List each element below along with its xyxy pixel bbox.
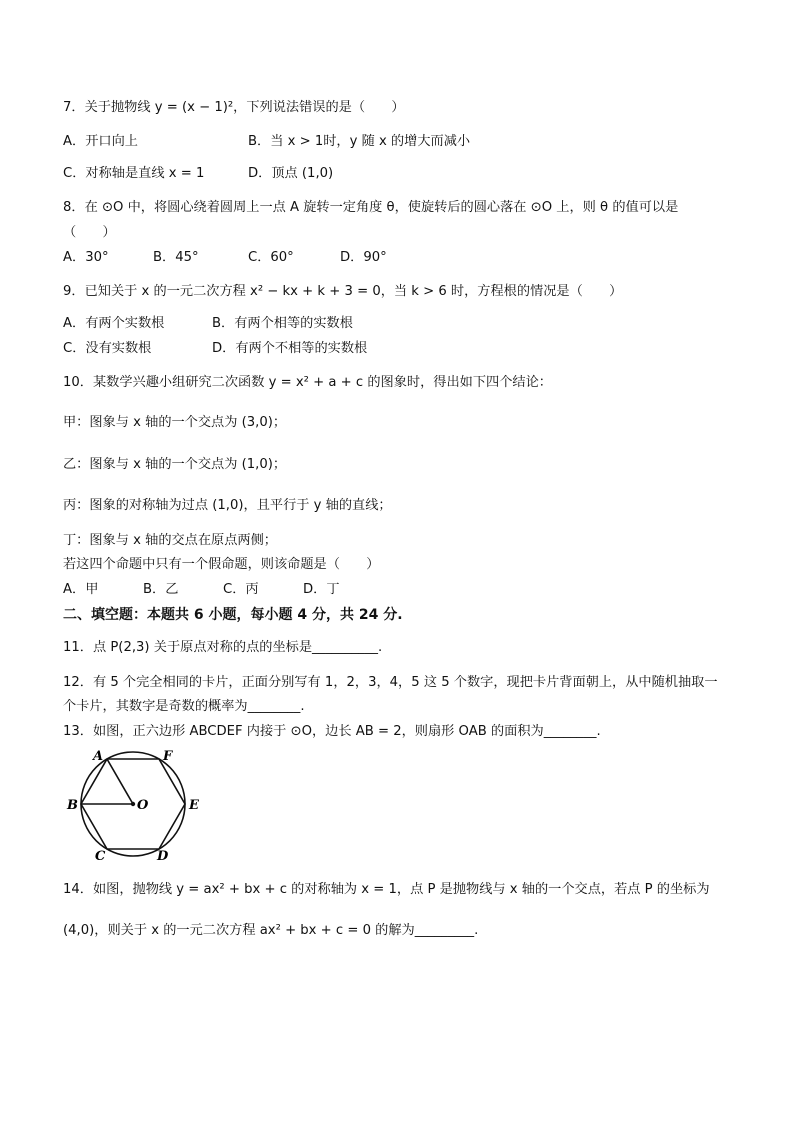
q10-statement-jia: 甲：图象与 x 轴的一个交点为 (3,0)； [63, 415, 287, 430]
q8-stem-continued: （ ） [63, 225, 116, 240]
q8-option-a: A．30° [63, 250, 109, 265]
q10-option-a: A．甲 [63, 582, 99, 597]
label-b: B [67, 798, 78, 813]
q8-option-c: C．60° [248, 250, 294, 265]
point-o [131, 802, 135, 806]
q14-line1: 14．如图，抛物线 y = ax² + bx + c 的对称轴为 x = 1，点 P 是抛物线与 x 轴的一个交点，若点 P 的坐标为 [63, 882, 710, 897]
q7-option-b: B．当 x > 1时，y 随 x 的增大而减小 [248, 134, 471, 149]
segment-oa [107, 759, 133, 804]
q9-stem: 9．已知关于 x 的一元二次方程 x² − kx + k + 3 = 0，当 k > 6 时，方程根的情况是（ ） [63, 284, 623, 299]
q12-line2: 个卡片，其数字是奇数的概率为________. [63, 699, 305, 714]
q7-option-a: A．开口向上 [63, 134, 138, 149]
hexagon-circle-figure [63, 746, 213, 868]
q9-option-c: C．没有实数根 [63, 341, 152, 356]
q10-statement-yi: 乙：图象与 x 轴的一个交点为 (1,0)； [63, 457, 287, 472]
q10-stem: 10．某数学兴趣小组研究二次函数 y = x² + a + c 的图象时，得出如下四个结论： [63, 375, 552, 390]
q10-ask: 若这四个命题中只有一个假命题，则该命题是（ ） [63, 557, 380, 572]
label-o: O [137, 798, 149, 813]
q13-stem: 13．如图，正六边形 ABCDEF 内接于 ⊙O，边长 AB = 2，则扇形 OAB 的面积为________. [63, 724, 601, 739]
q10-option-c: C．丙 [223, 582, 259, 597]
label-a: A [93, 749, 104, 764]
label-d: D [157, 849, 169, 864]
q9-option-a: A．有两个实数根 [63, 316, 165, 331]
q12-line1: 12．有 5 个完全相同的卡片，正面分别写有 1，2，3，4，5 这 5 个数字，现把卡片背面朝上，从中随机抽取一 [63, 675, 718, 690]
q8-stem: 8．在 ⊙O 中，将圆心绕着圆周上一点 A 旋转一定角度 θ，使旋转后的圆心落在 ⊙O 上，则 θ 的值可以是 [63, 200, 679, 215]
q10-option-b: B．乙 [143, 582, 179, 597]
label-e: E [189, 798, 199, 813]
q9-option-d: D．有两个不相等的实数根 [212, 341, 368, 356]
q9-option-b: B．有两个相等的实数根 [212, 316, 353, 331]
q10-option-d: D．丁 [303, 582, 340, 597]
label-c: C [95, 849, 106, 864]
q8-option-b: B．45° [153, 250, 199, 265]
section-2-heading: 二、填空题：本题共 6 小题，每小题 4 分，共 24 分. [63, 607, 403, 623]
q10-statement-bing: 丙：图象的对称轴为过点 (1,0)，且平行于 y 轴的直线； [63, 498, 392, 513]
q11-stem: 11．点 P(2,3) 关于原点对称的点的坐标是__________. [63, 640, 383, 655]
q14-line2: (4,0)，则关于 x 的一元二次方程 ax² + bx + c = 0 的解为_________. [63, 923, 479, 938]
q8-option-d: D．90° [340, 250, 387, 265]
q7-option-c: C．对称轴是直线 x = 1 [63, 166, 205, 181]
q7-option-d: D．顶点 (1,0) [248, 166, 334, 181]
q10-statement-ding: 丁：图象与 x 轴的交点在原点两侧； [63, 533, 277, 548]
label-f: F [163, 749, 173, 764]
q7-stem: 7．关于抛物线 y = (x − 1)²，下列说法错误的是（ ） [63, 100, 405, 115]
